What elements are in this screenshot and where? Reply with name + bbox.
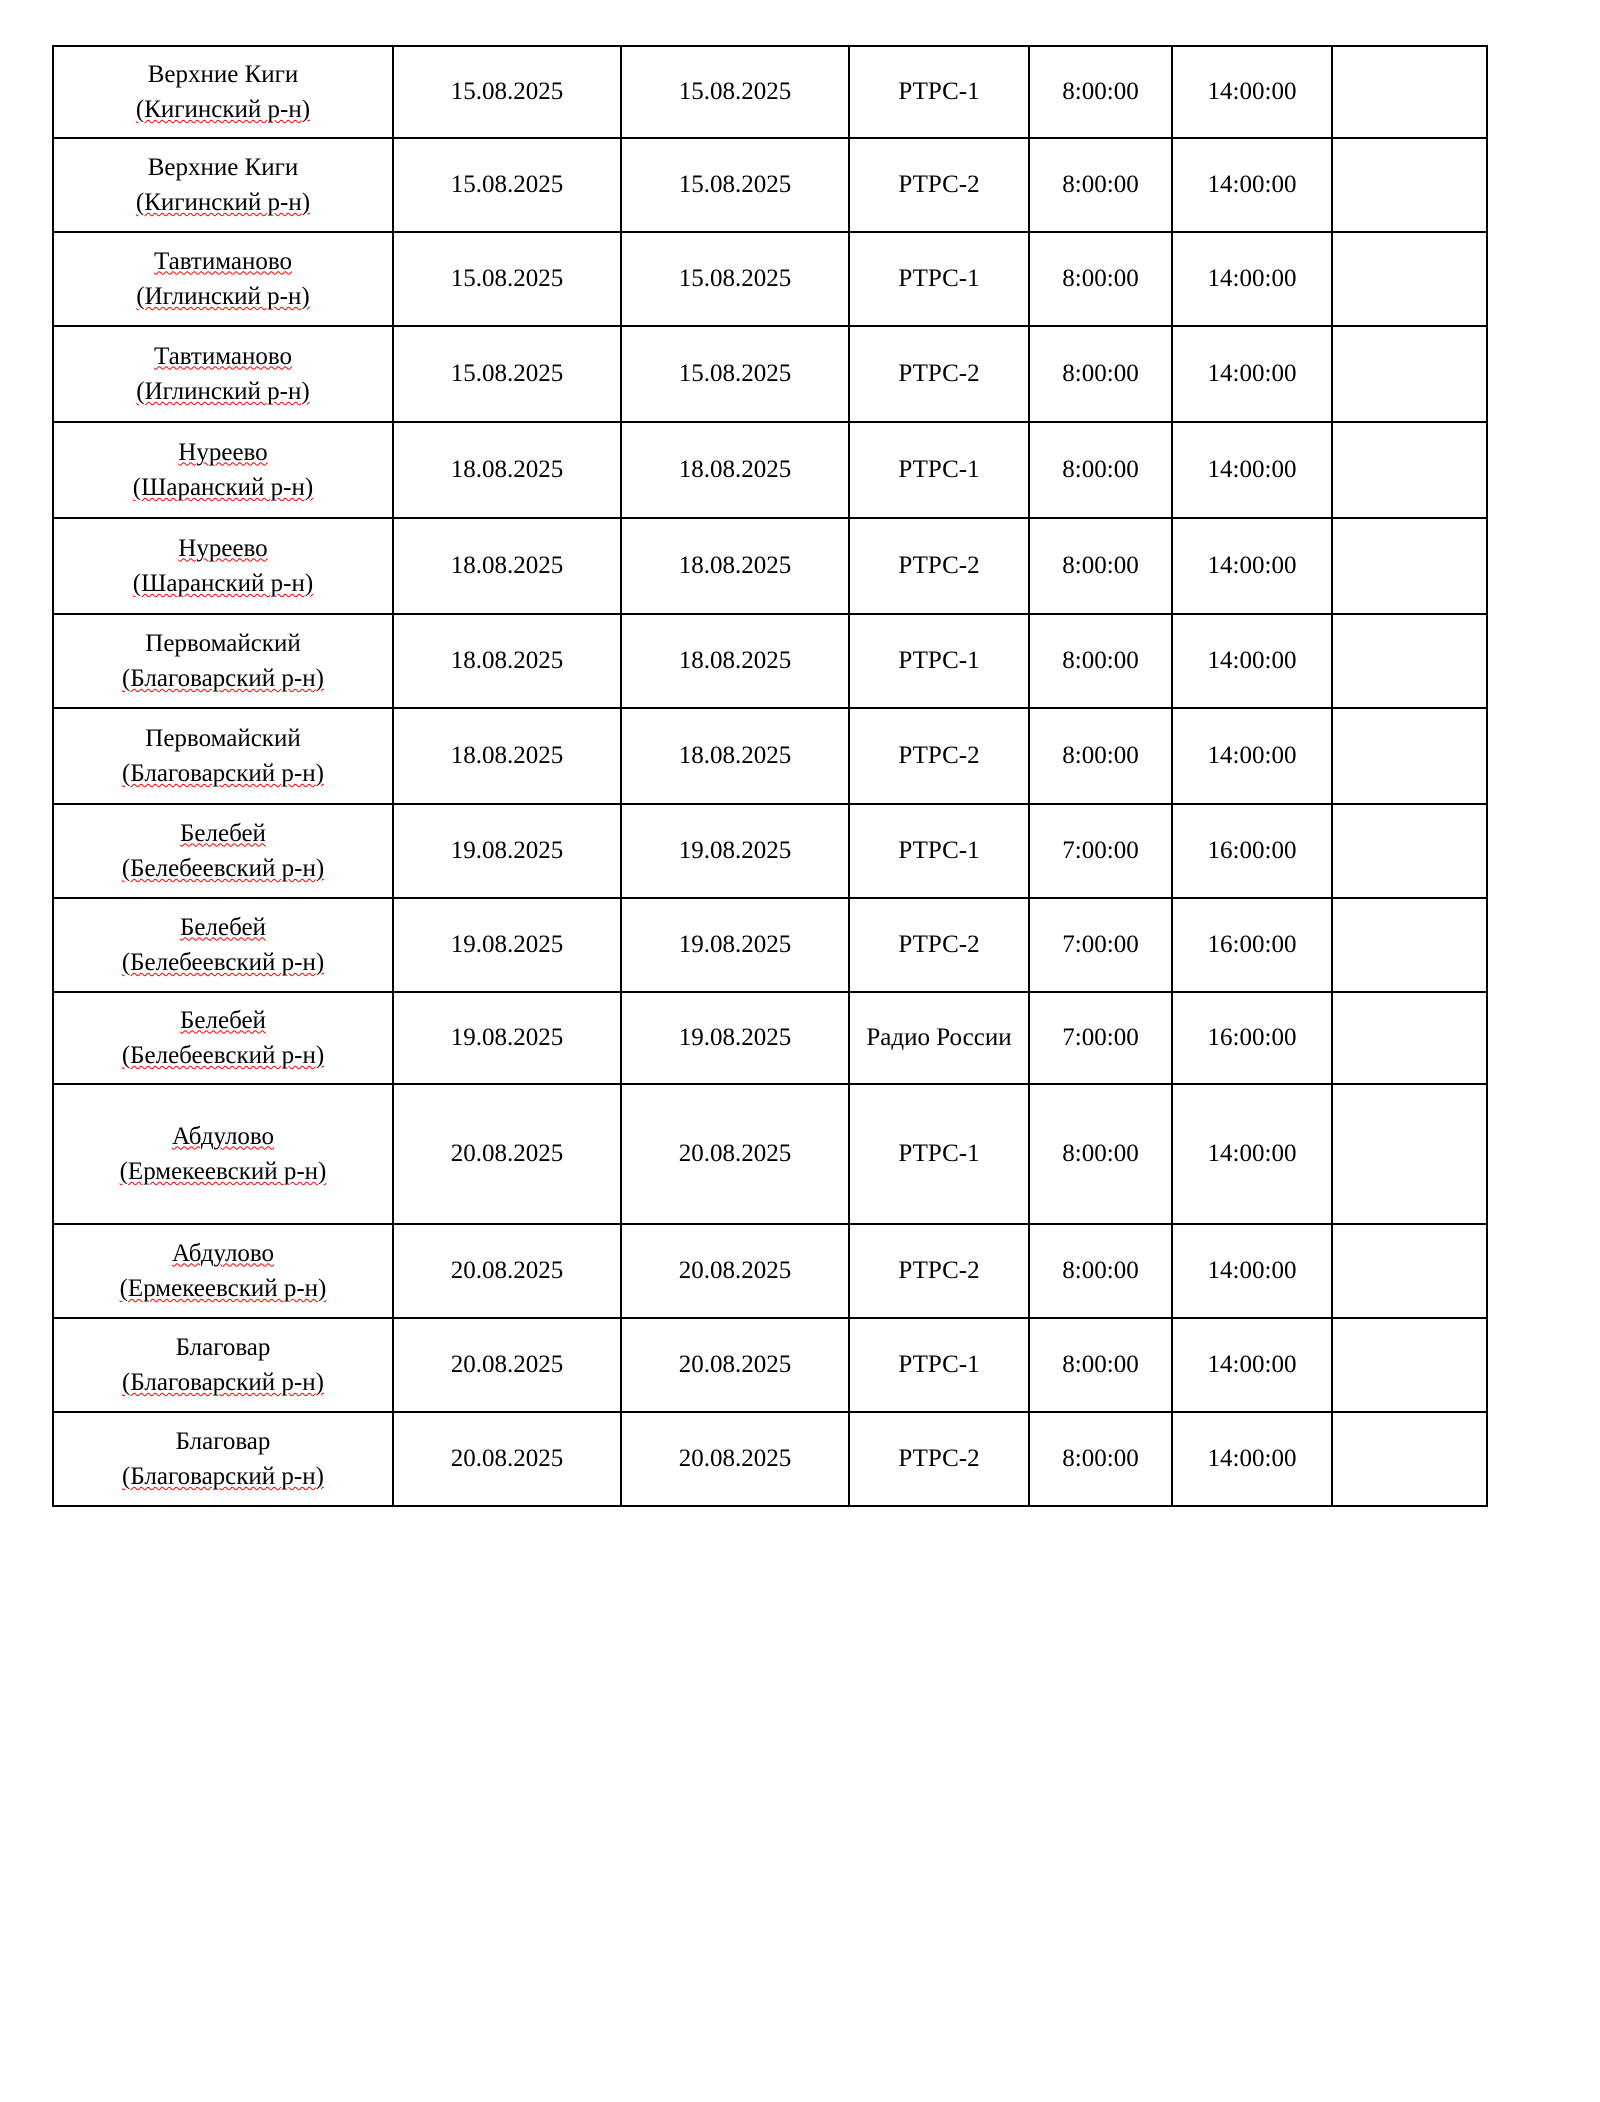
cell-place — [53, 1412, 393, 1506]
cell-channel: РТРС-2 — [849, 708, 1029, 804]
table-row — [53, 804, 1487, 898]
table-row — [53, 708, 1487, 804]
cell-time-end: 16:00:00 — [1172, 898, 1332, 992]
cell-channel: РТРС-1 — [849, 804, 1029, 898]
cell-time-start: 7:00:00 — [1029, 898, 1172, 992]
cell-time-end: 14:00:00 — [1172, 614, 1332, 708]
cell-date-start: 15.08.2025 — [393, 232, 621, 326]
cell-date-start: 19.08.2025 — [393, 992, 621, 1084]
cell-time-end: 14:00:00 — [1172, 138, 1332, 232]
cell-date-start: 19.08.2025 — [393, 804, 621, 898]
cell-date-end: 15.08.2025 — [621, 326, 849, 422]
cell-channel: РТРС-1 — [849, 1318, 1029, 1412]
cell-channel: РТРС-1 — [849, 614, 1029, 708]
table-row — [53, 1412, 1487, 1506]
cell-note — [1332, 422, 1487, 518]
cell-place — [53, 422, 393, 518]
cell-place — [53, 614, 393, 708]
place-name: Первомайский — [145, 629, 301, 657]
place-name: Верхние Киги — [147, 153, 299, 181]
cell-time-start: 8:00:00 — [1029, 1084, 1172, 1224]
cell-time-start: 8:00:00 — [1029, 614, 1172, 708]
cell-place — [53, 326, 393, 422]
cell-place — [53, 232, 393, 326]
cell-date-end: 15.08.2025 — [621, 46, 849, 138]
table-row — [53, 46, 1487, 138]
place-district: (Шаранский р-н) — [132, 570, 314, 597]
cell-place — [53, 1318, 393, 1412]
cell-date-end: 19.08.2025 — [621, 804, 849, 898]
cell-channel: РТРС-1 — [849, 1084, 1029, 1224]
place-district: (Белебеевский р-н) — [121, 1042, 325, 1069]
cell-time-end: 16:00:00 — [1172, 992, 1332, 1084]
cell-time-end: 14:00:00 — [1172, 422, 1332, 518]
cell-time-end: 14:00:00 — [1172, 46, 1332, 138]
table-row — [53, 614, 1487, 708]
place-district: (Кигинский р-н) — [135, 96, 311, 123]
cell-time-start: 8:00:00 — [1029, 46, 1172, 138]
cell-channel: РТРС-2 — [849, 518, 1029, 614]
cell-date-start: 18.08.2025 — [393, 708, 621, 804]
cell-time-start: 8:00:00 — [1029, 232, 1172, 326]
cell-time-start: 7:00:00 — [1029, 804, 1172, 898]
cell-note — [1332, 614, 1487, 708]
place-name: Верхние Киги — [147, 60, 299, 88]
table-row — [53, 1084, 1487, 1224]
cell-place — [53, 46, 393, 138]
place-district: (Ермекеевский р-н) — [119, 1275, 327, 1302]
place-district: (Благоварский р-н) — [122, 1463, 324, 1490]
cell-place — [53, 1224, 393, 1318]
table-row — [53, 518, 1487, 614]
place-name: Благовар — [175, 1333, 271, 1361]
cell-note — [1332, 898, 1487, 992]
place-district: (Шаранский р-н) — [132, 474, 314, 501]
cell-time-start: 8:00:00 — [1029, 1224, 1172, 1318]
place-name: Нуреево — [178, 438, 268, 466]
table-row — [53, 1318, 1487, 1412]
table-row — [53, 232, 1487, 326]
cell-date-start: 18.08.2025 — [393, 518, 621, 614]
cell-date-end: 18.08.2025 — [621, 422, 849, 518]
document-page — [52, 45, 1367, 1507]
cell-note — [1332, 232, 1487, 326]
place-name: Нуреево — [178, 534, 268, 562]
cell-date-start: 18.08.2025 — [393, 422, 621, 518]
cell-time-start: 8:00:00 — [1029, 422, 1172, 518]
cell-date-start: 19.08.2025 — [393, 898, 621, 992]
cell-note — [1332, 804, 1487, 898]
cell-date-end: 20.08.2025 — [621, 1224, 849, 1318]
cell-time-start: 8:00:00 — [1029, 138, 1172, 232]
cell-note — [1332, 992, 1487, 1084]
cell-date-start: 15.08.2025 — [393, 46, 621, 138]
cell-note — [1332, 708, 1487, 804]
place-name: Благовар — [175, 1427, 271, 1455]
table-row — [53, 326, 1487, 422]
cell-note — [1332, 46, 1487, 138]
cell-date-end: 20.08.2025 — [621, 1084, 849, 1224]
table-row — [53, 422, 1487, 518]
cell-place — [53, 138, 393, 232]
cell-time-end: 14:00:00 — [1172, 326, 1332, 422]
table-row — [53, 1224, 1487, 1318]
table-row — [53, 138, 1487, 232]
cell-note — [1332, 138, 1487, 232]
cell-time-start: 8:00:00 — [1029, 518, 1172, 614]
place-district: (Ермекеевский р-н) — [119, 1158, 327, 1185]
cell-date-start: 20.08.2025 — [393, 1318, 621, 1412]
cell-place — [53, 1084, 393, 1224]
cell-time-start: 8:00:00 — [1029, 1412, 1172, 1506]
cell-date-start: 15.08.2025 — [393, 138, 621, 232]
cell-time-start: 8:00:00 — [1029, 326, 1172, 422]
cell-date-end: 20.08.2025 — [621, 1318, 849, 1412]
cell-note — [1332, 518, 1487, 614]
cell-place — [53, 708, 393, 804]
cell-place — [53, 518, 393, 614]
place-district: (Кигинский р-н) — [135, 189, 311, 216]
cell-channel: РТРС-2 — [849, 138, 1029, 232]
cell-date-end: 18.08.2025 — [621, 708, 849, 804]
cell-time-end: 14:00:00 — [1172, 1084, 1332, 1224]
place-name: Первомайский — [145, 724, 301, 752]
cell-channel: РТРС-2 — [849, 1224, 1029, 1318]
cell-time-end: 14:00:00 — [1172, 518, 1332, 614]
cell-date-start: 20.08.2025 — [393, 1224, 621, 1318]
cell-place — [53, 992, 393, 1084]
place-name: Абдулово — [171, 1122, 275, 1150]
cell-channel: РТРС-1 — [849, 422, 1029, 518]
cell-date-end: 20.08.2025 — [621, 1412, 849, 1506]
cell-time-start: 7:00:00 — [1029, 992, 1172, 1084]
cell-note — [1332, 1318, 1487, 1412]
cell-time-end: 14:00:00 — [1172, 1412, 1332, 1506]
cell-date-end: 15.08.2025 — [621, 232, 849, 326]
place-name: Тавтиманово — [154, 247, 292, 275]
cell-note — [1332, 1224, 1487, 1318]
cell-channel: Радио России — [849, 992, 1029, 1084]
cell-time-end: 14:00:00 — [1172, 232, 1332, 326]
table-row — [53, 992, 1487, 1084]
cell-date-start: 20.08.2025 — [393, 1084, 621, 1224]
cell-time-start: 8:00:00 — [1029, 1318, 1172, 1412]
cell-note — [1332, 1412, 1487, 1506]
cell-time-end: 16:00:00 — [1172, 804, 1332, 898]
cell-channel: РТРС-2 — [849, 1412, 1029, 1506]
cell-date-start: 15.08.2025 — [393, 326, 621, 422]
place-district: (Белебеевский р-н) — [121, 949, 325, 976]
cell-date-end: 18.08.2025 — [621, 518, 849, 614]
place-name: Абдулово — [171, 1239, 275, 1267]
outage-schedule-table — [52, 45, 1488, 1507]
cell-time-end: 14:00:00 — [1172, 1224, 1332, 1318]
cell-note — [1332, 326, 1487, 422]
cell-date-end: 18.08.2025 — [621, 614, 849, 708]
cell-place — [53, 804, 393, 898]
cell-channel: РТРС-2 — [849, 898, 1029, 992]
table-body — [53, 46, 1487, 1506]
cell-note — [1332, 1084, 1487, 1224]
table-row — [53, 898, 1487, 992]
place-name: Белебей — [180, 913, 266, 941]
place-name: Белебей — [180, 819, 266, 847]
cell-time-end: 14:00:00 — [1172, 708, 1332, 804]
cell-channel: РТРС-2 — [849, 326, 1029, 422]
cell-date-end: 19.08.2025 — [621, 992, 849, 1084]
place-name: Белебей — [180, 1006, 266, 1034]
place-district: (Иглинский р-н) — [136, 378, 310, 405]
place-district: (Благоварский р-н) — [122, 665, 324, 692]
cell-channel: РТРС-1 — [849, 46, 1029, 138]
cell-date-start: 20.08.2025 — [393, 1412, 621, 1506]
cell-channel: РТРС-1 — [849, 232, 1029, 326]
place-district: (Благоварский р-н) — [122, 760, 324, 787]
place-district: (Благоварский р-н) — [122, 1369, 324, 1396]
cell-time-start: 8:00:00 — [1029, 708, 1172, 804]
cell-place — [53, 898, 393, 992]
cell-date-end: 15.08.2025 — [621, 138, 849, 232]
place-district: (Белебеевский р-н) — [121, 855, 325, 882]
cell-date-start: 18.08.2025 — [393, 614, 621, 708]
place-district: (Иглинский р-н) — [136, 283, 310, 310]
cell-time-end: 14:00:00 — [1172, 1318, 1332, 1412]
place-name: Тавтиманово — [154, 342, 292, 370]
cell-date-end: 19.08.2025 — [621, 898, 849, 992]
